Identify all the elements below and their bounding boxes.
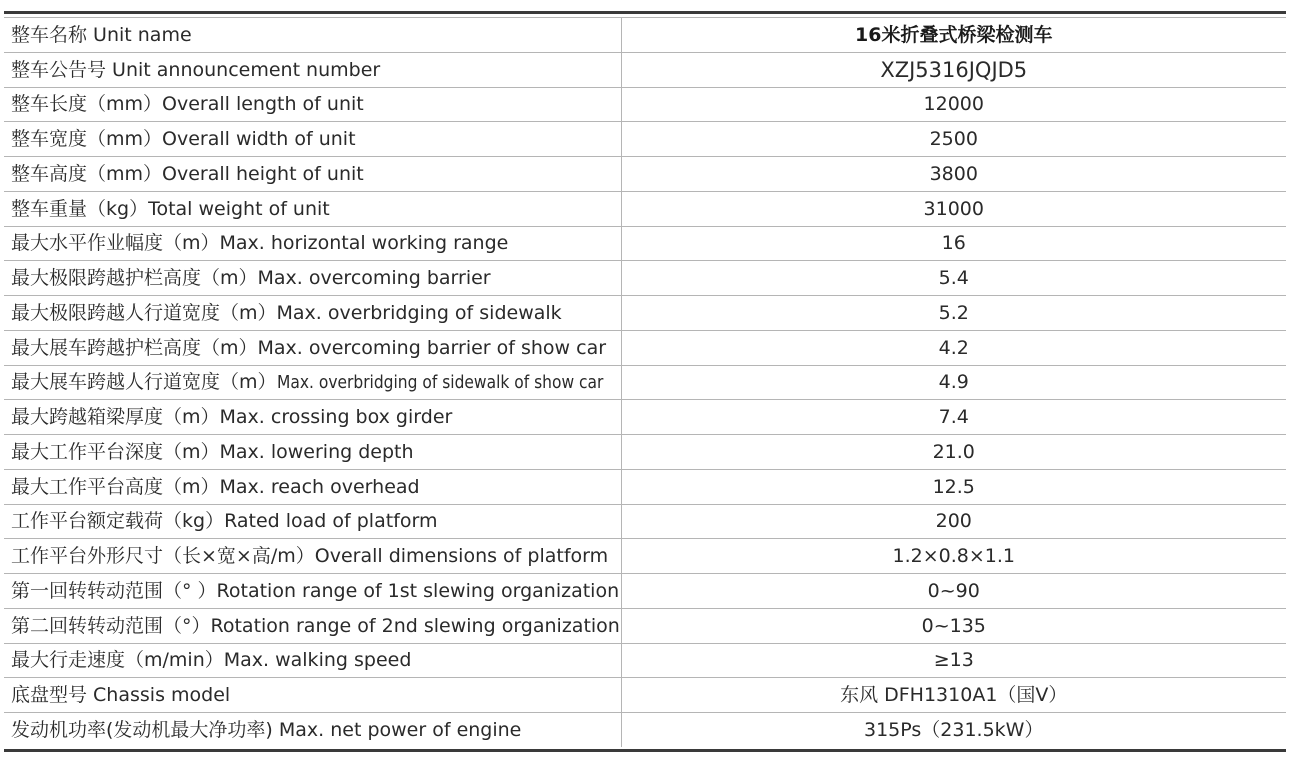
row-label: 工作平台外形尺寸（长×宽×高/m）Overall dimensions of platform	[4, 539, 621, 574]
top-rule	[4, 11, 1286, 14]
row-label: 整车重量（kg）Total weight of unit	[4, 191, 621, 226]
row-label: 底盘型号 Chassis model	[4, 678, 621, 713]
row-label: 整车宽度（mm）Overall width of unit	[4, 122, 621, 157]
row-label: 整车公告号 Unit announcement number	[4, 52, 621, 87]
row-label: 工作平台额定载荷（kg）Rated load of platform	[4, 504, 621, 539]
row-value: 5.2	[621, 296, 1286, 331]
row-value: 16	[621, 226, 1286, 261]
table-row	[4, 122, 1286, 157]
row-label: 最大跨越箱梁厚度（m）Max. crossing box girder	[4, 400, 621, 435]
table-row	[4, 574, 1286, 609]
bottom-rule	[4, 749, 1286, 752]
row-value: 2500	[621, 122, 1286, 157]
table-row	[4, 157, 1286, 192]
row-label: 整车长度（mm）Overall length of unit	[4, 87, 621, 122]
table-row	[4, 469, 1286, 504]
row-label: 最大极限跨越护栏高度（m）Max. overcoming barrier	[4, 261, 621, 296]
row-value: 1.2×0.8×1.1	[621, 539, 1286, 574]
spec-table	[4, 17, 1286, 747]
row-value: 0~90	[621, 574, 1286, 609]
row-label-cell	[4, 365, 621, 400]
row-value: 12000	[621, 87, 1286, 122]
row-value: 31000	[621, 191, 1286, 226]
row-value: 7.4	[621, 400, 1286, 435]
row-label: 整车高度（mm）Overall height of unit	[4, 157, 621, 192]
table-row	[4, 504, 1286, 539]
row-label: 最大工作平台深度（m）Max. lowering depth	[4, 435, 621, 470]
row-value: 东风 DFH1310A1（国V）	[621, 678, 1286, 713]
row-value: 315Ps（231.5kW）	[864, 719, 1044, 742]
row-label: 第一回转转动范围（° ）Rotation range of 1st slewing organization	[4, 574, 621, 609]
row-value: XZJ5316JQJD5	[621, 52, 1286, 87]
table-row	[4, 539, 1286, 574]
table-row	[4, 191, 1286, 226]
row-label: 最大极限跨越人行道宽度（m）Max. overbridging of sidewalk	[4, 296, 621, 331]
table-row	[4, 365, 1286, 400]
table-row	[4, 226, 1286, 261]
row-value: 21.0	[621, 435, 1286, 470]
table-row	[4, 52, 1286, 87]
row-value: 0~135	[621, 608, 1286, 643]
table-row	[4, 608, 1286, 643]
row-value: 12.5	[621, 469, 1286, 504]
row-value: 16米折叠式桥梁检测车	[621, 18, 1286, 53]
table-row	[4, 400, 1286, 435]
table-row	[4, 296, 1286, 331]
table-row	[4, 435, 1286, 470]
row-label: 最大工作平台高度（m）Max. reach overhead	[4, 469, 621, 504]
row-label: 最大行走速度（m/min）Max. walking speed	[4, 643, 621, 678]
row-label: 最大水平作业幅度（m）Max. horizontal working range	[4, 226, 621, 261]
row-label: 整车名称 Unit name	[4, 18, 621, 53]
row-value: 4.9	[621, 365, 1286, 400]
row-label-extra: Max. overbridging of sidewalk of show car	[276, 371, 603, 393]
table-row	[4, 87, 1286, 122]
row-label: 最大展车跨越护栏高度（m）Max. overcoming barrier of show car	[4, 330, 621, 365]
row-label: 发动机功率(发动机最大净功率) Max. net power of engine	[4, 713, 621, 748]
table-row	[4, 330, 1286, 365]
table-row	[4, 643, 1286, 678]
table-row	[4, 261, 1286, 296]
row-value: 5.4	[621, 261, 1286, 296]
spec-sheet	[4, 11, 1286, 752]
table-row	[4, 678, 1286, 713]
table-row	[4, 18, 1286, 53]
row-value: 4.2	[621, 330, 1286, 365]
table-row	[4, 713, 1286, 748]
row-label: 第二回转转动范围（°）Rotation range of 2nd slewing organization	[4, 608, 621, 643]
row-value: 3800	[621, 157, 1286, 192]
row-value: 200	[621, 504, 1286, 539]
row-label: 最大展车跨越人行道宽度（m）	[11, 370, 277, 393]
row-value: ≥13	[621, 643, 1286, 678]
